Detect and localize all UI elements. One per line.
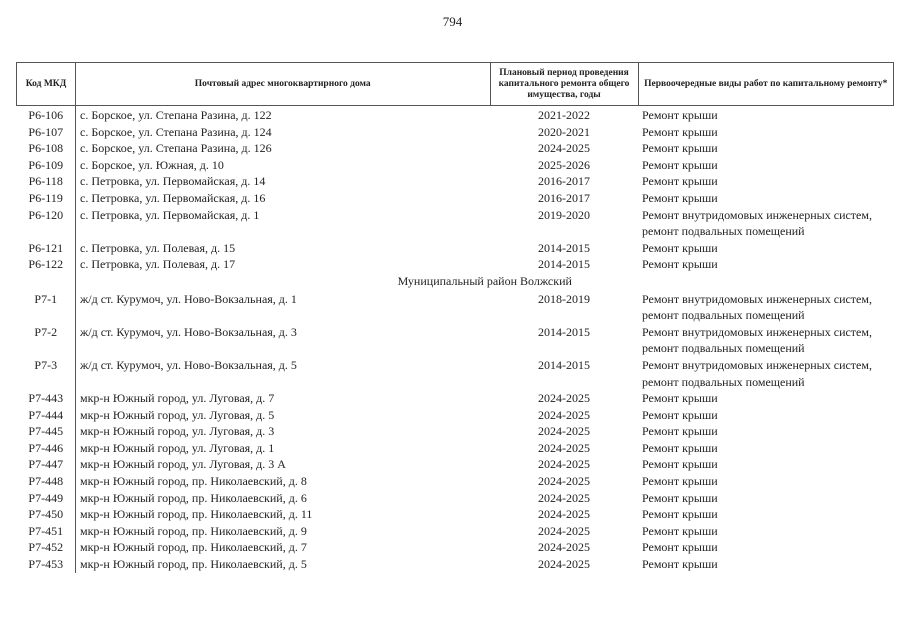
- code-cell: Р6-108: [17, 140, 76, 157]
- table-row: [17, 106, 894, 124]
- section-group: [17, 273, 894, 290]
- code-cell: Р7-2: [17, 324, 76, 357]
- code-cell: Р6-106: [17, 106, 76, 124]
- period-cell: 2016-2017: [538, 190, 590, 205]
- address-cell: с. Петровка, ул. Первомайская, д. 14: [80, 174, 266, 189]
- header-period: Плановый период проведения капитального ремонта общего имущества, годы: [490, 63, 638, 106]
- works-cell: Ремонт внутридомовых инженерных систем, ремонт подвальных помещений: [642, 357, 872, 389]
- table-row: [17, 407, 894, 424]
- period-cell: 2025-2026: [538, 157, 590, 172]
- address-cell: мкр-н Южный город, пр. Николаевский, д. 11: [80, 507, 313, 522]
- period-cell: 2019-2020: [538, 207, 590, 222]
- code-cell: Р7-451: [17, 523, 76, 540]
- works-cell: Ремонт внутридомовых инженерных систем, ремонт подвальных помещений: [642, 207, 872, 239]
- address-cell: с. Петровка, ул. Первомайская, д. 1: [80, 207, 260, 222]
- code-cell: Р6-122: [17, 256, 76, 273]
- table-row: [17, 190, 894, 207]
- address-cell: мкр-н Южный город, пр. Николаевский, д. 9: [80, 523, 307, 538]
- period-cell: 2024-2025: [538, 557, 590, 572]
- address-cell: с. Борское, ул. Степана Разина, д. 126: [80, 141, 272, 156]
- works-cell: Ремонт крыши: [642, 440, 718, 455]
- address-cell: с. Борское, ул. Степана Разина, д. 124: [80, 124, 272, 139]
- code-cell: Р7-453: [17, 556, 76, 573]
- address-cell: с. Петровка, ул. Полевая, д. 15: [80, 240, 236, 255]
- works-cell: Ремонт крыши: [642, 108, 718, 122]
- table-row: [17, 290, 894, 324]
- code-cell: Р7-447: [17, 456, 76, 473]
- code-cell: Р6-118: [17, 173, 76, 190]
- works-cell: Ремонт крыши: [642, 174, 718, 189]
- period-cell: 2016-2017: [538, 174, 590, 189]
- works-cell: Ремонт крыши: [642, 557, 718, 572]
- table-row: [17, 173, 894, 190]
- period-cell: 2024-2025: [538, 523, 590, 538]
- works-cell: Ремонт крыши: [642, 457, 718, 472]
- works-cell: Ремонт крыши: [642, 523, 718, 538]
- works-cell: Ремонт крыши: [642, 240, 718, 255]
- works-cell: Ремонт внутридомовых инженерных систем, ремонт подвальных помещений: [642, 324, 872, 356]
- code-cell: Р7-452: [17, 539, 76, 556]
- address-cell: мкр-н Южный город, ул. Луговая, д. 3 А: [80, 457, 286, 472]
- period-cell: 2024-2025: [538, 474, 590, 489]
- works-cell: Ремонт крыши: [642, 141, 718, 156]
- period-cell: 2024-2025: [538, 141, 590, 156]
- period-cell: 2014-2015: [538, 324, 590, 339]
- works-cell: Ремонт крыши: [642, 257, 718, 272]
- table-row: [17, 240, 894, 257]
- code-cell: Р7-449: [17, 490, 76, 507]
- table-header: [17, 63, 894, 106]
- works-cell: Ремонт крыши: [642, 490, 718, 505]
- code-cell: Р7-1: [17, 290, 76, 324]
- table-row: [17, 124, 894, 141]
- table-row: [17, 473, 894, 490]
- table-row: [17, 523, 894, 540]
- table-body-part-2: [17, 290, 894, 573]
- period-cell: 2020-2021: [538, 124, 590, 139]
- address-cell: с. Борское, ул. Степана Разина, д. 122: [80, 108, 272, 122]
- works-cell: Ремонт крыши: [642, 391, 718, 406]
- table-row: [17, 423, 894, 440]
- period-cell: 2024-2025: [538, 507, 590, 522]
- table-body-part-1: [17, 106, 894, 273]
- section-row: [17, 273, 894, 290]
- section-code-cell: [17, 273, 76, 290]
- table-row: [17, 506, 894, 523]
- period-cell: 2024-2025: [538, 424, 590, 439]
- works-cell: Ремонт крыши: [642, 157, 718, 172]
- header-row: [17, 63, 894, 106]
- works-cell: Ремонт внутридомовых инженерных систем, ремонт подвальных помещений: [642, 291, 872, 323]
- address-cell: ж/д ст. Курумоч, ул. Ново-Вокзальная, д. 5: [80, 357, 297, 372]
- period-cell: 2024-2025: [538, 490, 590, 505]
- code-cell: Р7-446: [17, 440, 76, 457]
- period-cell: 2024-2025: [538, 391, 590, 406]
- page-number: 794: [442, 14, 463, 29]
- table-row: [17, 490, 894, 507]
- code-cell: Р6-121: [17, 240, 76, 257]
- table-row: [17, 440, 894, 457]
- header-address: Почтовый адрес многоквартирного дома: [76, 63, 491, 106]
- address-cell: ж/д ст. Курумоч, ул. Ново-Вокзальная, д. 1: [80, 291, 297, 306]
- works-cell: Ремонт крыши: [642, 474, 718, 489]
- address-cell: мкр-н Южный город, пр. Николаевский, д. 8: [80, 474, 307, 489]
- address-cell: мкр-н Южный город, ул. Луговая, д. 5: [80, 407, 275, 422]
- header-code: Код МКД: [17, 63, 76, 106]
- table-row: [17, 456, 894, 473]
- address-cell: мкр-н Южный город, ул. Луговая, д. 3: [80, 424, 275, 439]
- table-row: [17, 390, 894, 407]
- period-cell: 2014-2015: [538, 240, 590, 255]
- period-cell: 2024-2025: [538, 407, 590, 422]
- code-cell: Р7-444: [17, 407, 76, 424]
- section-title: Муниципальный район Волжский: [397, 273, 572, 288]
- code-cell: Р6-109: [17, 157, 76, 174]
- period-cell: 2024-2025: [538, 440, 590, 455]
- table-row: [17, 157, 894, 174]
- table-row: [17, 539, 894, 556]
- address-cell: с. Петровка, ул. Полевая, д. 17: [80, 257, 236, 272]
- code-cell: Р7-448: [17, 473, 76, 490]
- works-cell: Ремонт крыши: [642, 507, 718, 522]
- table-row: [17, 140, 894, 157]
- address-cell: с. Петровка, ул. Первомайская, д. 16: [80, 190, 266, 205]
- code-cell: Р7-3: [17, 357, 76, 390]
- code-cell: Р7-450: [17, 506, 76, 523]
- period-cell: 2014-2015: [538, 357, 590, 372]
- code-cell: Р6-107: [17, 124, 76, 141]
- works-cell: Ремонт крыши: [642, 190, 718, 205]
- works-cell: Ремонт крыши: [642, 407, 718, 422]
- table-row: [17, 256, 894, 273]
- header-works: Первоочередные виды работ по капитальному ремонту*: [638, 63, 894, 106]
- period-cell: 2018-2019: [538, 291, 590, 306]
- period-cell: 2014-2015: [538, 257, 590, 272]
- code-cell: Р7-445: [17, 423, 76, 440]
- table-row: [17, 556, 894, 573]
- code-cell: Р6-120: [17, 207, 76, 240]
- period-cell: 2021-2022: [538, 108, 590, 122]
- table-row: [17, 324, 894, 357]
- address-cell: мкр-н Южный город, ул. Луговая, д. 7: [80, 391, 275, 406]
- repair-plan-table: [16, 62, 894, 573]
- table-row: [17, 207, 894, 240]
- address-cell: мкр-н Южный город, ул. Луговая, д. 1: [80, 440, 275, 455]
- works-cell: Ремонт крыши: [642, 124, 718, 139]
- period-cell: 2024-2025: [538, 540, 590, 555]
- address-cell: ж/д ст. Курумоч, ул. Ново-Вокзальная, д. 3: [80, 324, 297, 339]
- address-cell: мкр-н Южный город, пр. Николаевский, д. 7: [80, 540, 307, 555]
- period-cell: 2024-2025: [538, 457, 590, 472]
- code-cell: Р7-443: [17, 390, 76, 407]
- address-cell: мкр-н Южный город, пр. Николаевский, д. 6: [80, 490, 307, 505]
- table-row: [17, 357, 894, 390]
- works-cell: Ремонт крыши: [642, 424, 718, 439]
- works-cell: Ремонт крыши: [642, 540, 718, 555]
- address-cell: с. Борское, ул. Южная, д. 10: [80, 157, 224, 172]
- code-cell: Р6-119: [17, 190, 76, 207]
- address-cell: мкр-н Южный город, пр. Николаевский, д. 5: [80, 557, 307, 572]
